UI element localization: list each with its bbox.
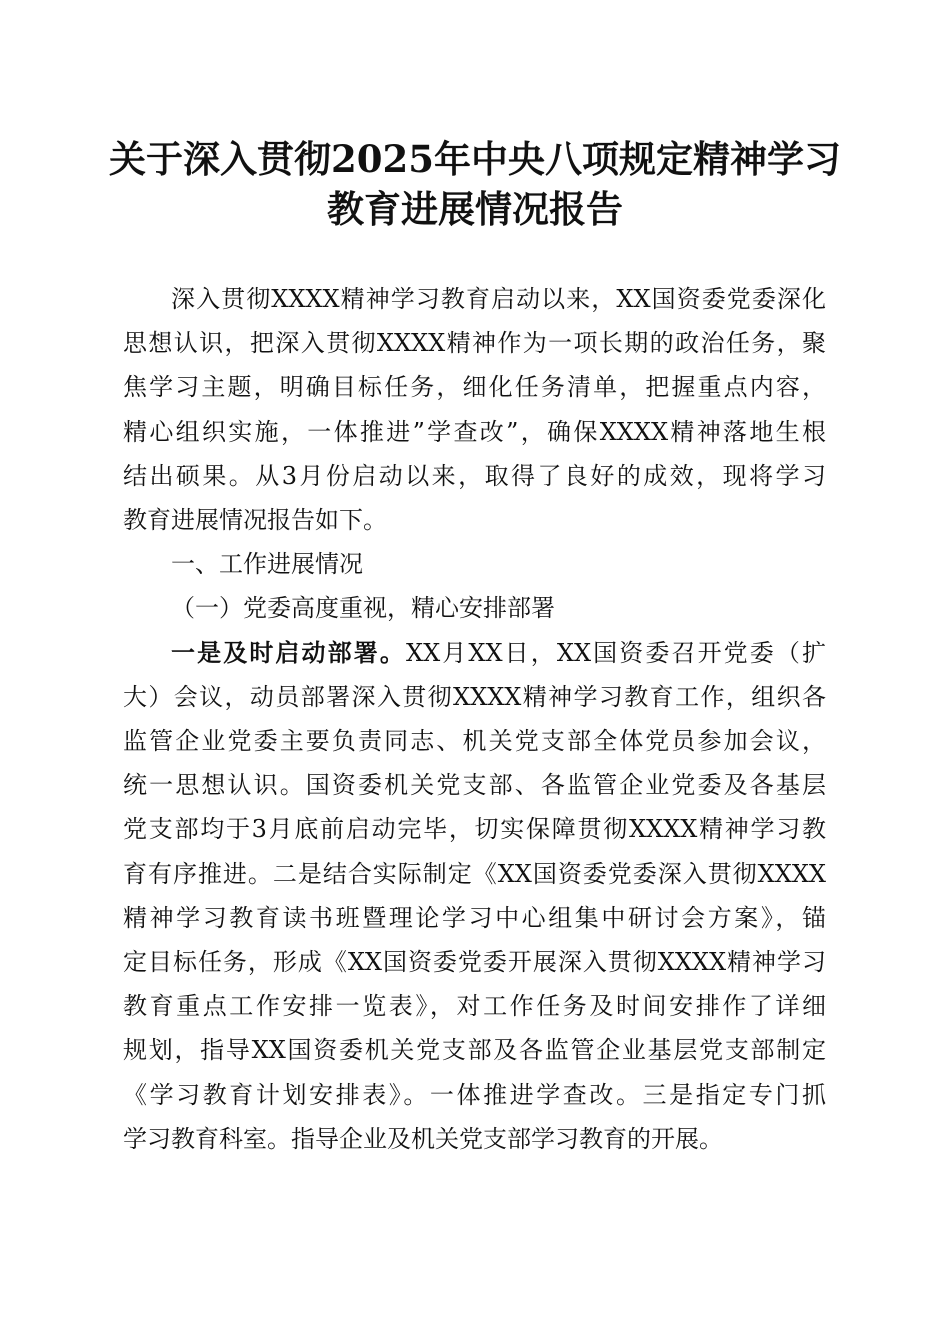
paragraph-first-line: [123, 631, 826, 675]
intro-line: 精心组织实施，一体推进”学查改”，确保XXXX精神落地生根: [123, 417, 826, 446]
paragraph-line: 定目标任务，形成《XX国资委党委开展深入贯彻XXXX精神学习: [123, 948, 826, 977]
paragraph-line: 规划，指导XX国资委机关党支部及各监管企业基层党支部制定: [123, 1036, 826, 1065]
paragraph-line: 党支部均于3月底前启动完毕，切实保障贯彻XXXX精神学习教: [123, 815, 826, 844]
paragraph-line: 《学习教育计划安排表》。一体推进学查改。三是指定专门抓: [123, 1080, 826, 1109]
document-title: [100, 134, 850, 234]
paragraph-line: 学习教育科室。指导企业及机关党支部学习教育的开展。: [123, 1124, 723, 1153]
paragraph-first-rest: XX月XX日，XX国资委召开党委（扩: [405, 638, 827, 667]
intro-paragraph: [123, 277, 826, 542]
paragraph-line: 教育重点工作安排一览表》，对工作任务及时间安排作了详细: [123, 992, 826, 1021]
intro-line: 深入贯彻XXXX精神学习教育启动以来，XX国资委党委深化: [171, 285, 826, 313]
intro-line: 焦学习主题，明确目标任务，细化任务清单，把握重点内容，: [123, 373, 826, 402]
work-progress-paragraph: [123, 631, 826, 1161]
intro-line: 结出硕果。从3月份启动以来，取得了良好的成效，现将学习: [123, 461, 826, 490]
subsection-heading: （一）党委高度重视，精心安排部署: [171, 594, 555, 623]
intro-line: 教育进展情况报告如下。: [123, 506, 387, 535]
title-line-1: 关于深入贯彻2025年中央八项规定精神学习: [109, 137, 841, 181]
intro-line: 思想认识，把深入贯彻XXXX精神作为一项长期的政治任务，聚: [123, 329, 826, 358]
document-body: [123, 277, 826, 1161]
paragraph-line: 精神学习教育读书班暨理论学习中心组集中研讨会方案》，锚: [123, 903, 826, 932]
title-line-2: 教育进展情况报告: [327, 187, 623, 231]
paragraph-line: 统一思想认识。国资委机关党支部、各监管企业党委及各基层: [123, 771, 826, 800]
paragraph-lead: 一是及时启动部署。: [171, 637, 406, 667]
paragraph-line: 监管企业党委主要负责同志、机关党支部全体党员参加会议，: [123, 727, 826, 756]
section-heading: 一、工作进展情况: [171, 550, 363, 579]
paragraph-line: 大）会议，动员部署深入贯彻XXXX精神学习教育工作，组织各: [123, 682, 826, 711]
paragraph-line: 育有序推进。二是结合实际制定《XX国资委党委深入贯彻XXXX: [123, 859, 826, 888]
